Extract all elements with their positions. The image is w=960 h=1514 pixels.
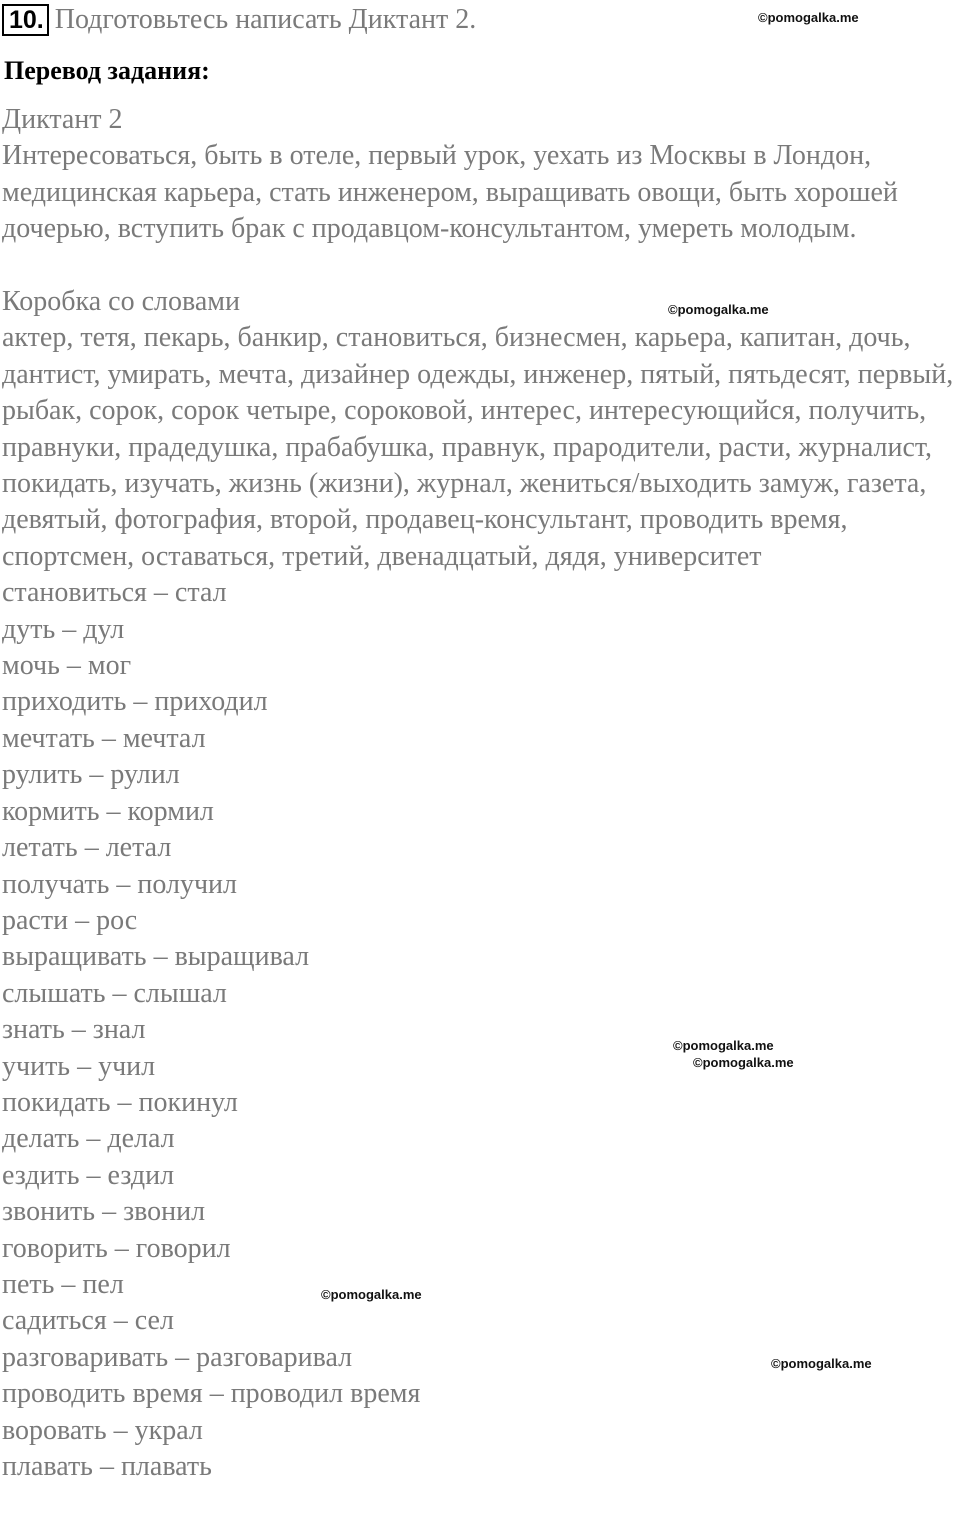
paragraph-gap [2,248,960,284]
watermark: ©pomogalka.me [673,1038,774,1053]
watermark: ©pomogalka.me [758,10,859,25]
verb-pair: покидать – покинул [2,1086,238,1118]
verb-pair: звонить – звонил [2,1196,206,1228]
verb-pair: рулить – рулил [2,759,180,791]
dictation-title: Диктант 2 [2,104,123,135]
task-header [2,2,476,38]
verb-pair: ездить – ездил [2,1159,175,1191]
verb-pair: кормить – кормил [2,795,214,827]
verb-pair: получать – получил [2,868,238,900]
verb-pair: приходить – приходил [2,686,268,718]
word-box-text: актер, тетя, пекарь, банкир, становиться, бизнесмен, карьера, капитан, дочь, дантист, умирать, мечта, дизайнер одежды, инженер, пятый, пятьдесят, первый, рыбак, сорок, сорок четыре, сороковой, интерес, интересующийся, получить, правнуки, прадедушка, прабабушка, правнук, прародители, расти, журналист, покидать, изучать, жизнь (жизни), журнал, жениться/выходить замуж, газета, девятый, фотография, второй, продавец-консультант, проводить время, спортсмен, оставаться, третий, двенадцатый, дядя, университет [2,322,954,572]
verb-pair: мечтать – мечтал [2,722,206,754]
verb-pair: делать – делал [2,1123,175,1155]
verb-pair: расти – рос [2,904,138,936]
verb-pair: разговаривать – разговаривал [2,1341,353,1373]
verb-pair: слышать – слышал [2,977,227,1009]
translation-content [2,102,960,1485]
verb-pair: знать – знал [2,1014,146,1046]
verb-pair: говорить – говорил [2,1232,231,1264]
dictation-text: Интересоваться, быть в отеле, первый урок, уехать из Москвы в Лондон, медицинская карьера, стать инженером, выращивать овощи, быть хорошей дочерью, вступить брак с продавцом-консультантом, умереть молодым. [2,140,898,245]
verb-pair: учить – учил [2,1050,156,1082]
verb-pairs-list [2,575,960,1485]
task-title: Подготовьтесь написать Диктант 2. [54,4,477,35]
watermark: ©pomogalka.me [693,1055,794,1070]
watermark: ©pomogalka.me [668,302,769,317]
verb-pair: дуть – дул [2,613,125,645]
verb-pair: плавать – плавать [2,1451,212,1483]
verb-pair: мочь – мог [2,650,132,682]
verb-pair: садиться – сел [2,1305,174,1337]
verb-pair: петь – пел [2,1268,124,1300]
verb-pair: выращивать – выращивал [2,941,310,973]
verb-pair: воровать – украл [2,1414,203,1446]
section-heading: Перевод задания: [4,56,210,85]
verb-pair: проводить время – проводил время [2,1378,421,1410]
word-box-title: Коробка со словами [2,286,240,318]
task-number-badge: 10. [2,4,49,36]
verb-pair: становиться – стал [2,577,227,609]
watermark: ©pomogalka.me [771,1356,872,1371]
verb-pair: летать – летал [2,832,172,864]
watermark: ©pomogalka.me [321,1287,422,1302]
